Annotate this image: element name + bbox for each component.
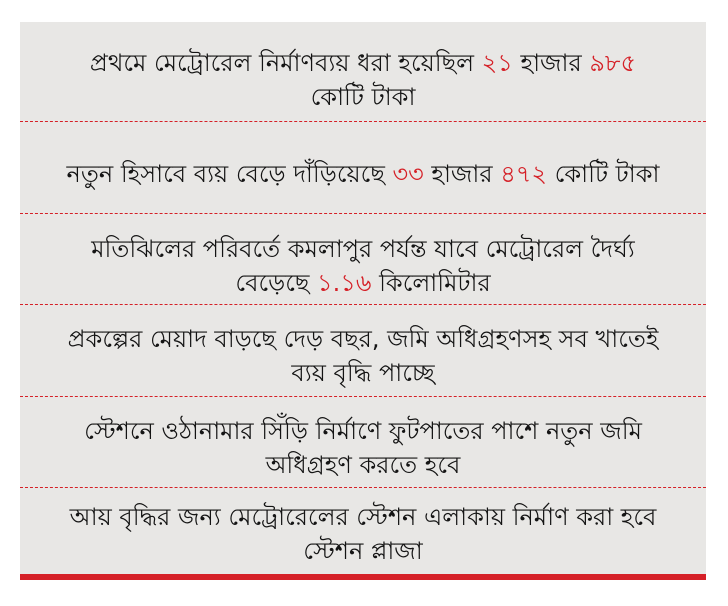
fact-item-5 [20, 408, 706, 488]
dashed-divider [20, 121, 706, 122]
fact-item-6 [20, 498, 706, 570]
fact-item-2 [20, 134, 706, 214]
fact-item-4 [20, 316, 706, 396]
fact-text: প্রথমে মেট্রোরেল নির্মাণব্যয় ধরা হয়েছিল ২১ হাজার ৯৮৫ কোটি টাকা [89, 49, 637, 111]
fact-item-1 [20, 40, 706, 120]
highlight-number: ৩৩ [392, 160, 424, 188]
fact-text: নতুন হিসাবে ব্যয় বেড়ে দাঁড়িয়েছে ৩৩ হাজার ৪৭২ কোটি টাকা [66, 160, 660, 188]
highlight-number: ১.১৬ [317, 269, 372, 297]
highlight-number: ২১ [481, 49, 513, 77]
dashed-divider [20, 487, 706, 488]
fact-text: মতিঝিলের পরিবর্তে কমলাপুর পর্যন্ত যাবে মেট্রোরেল দৈর্ঘ্য বেড়েছে ১.১৬ কিলোমিটার [91, 235, 635, 297]
fact-box [20, 22, 706, 580]
fact-item-3 [20, 226, 706, 306]
dashed-divider [20, 213, 706, 214]
highlight-number: ৪৭২ [500, 160, 547, 188]
dashed-divider [20, 304, 706, 305]
fact-text: প্রকল্পের মেয়াদ বাড়ছে দেড় বছর, জমি অধিগ্রহণসহ সব খাতেই ব্যয় বৃদ্ধি পাচ্ছে [67, 325, 659, 387]
fact-text: আয় বৃদ্ধির জন্য মেট্রোরেলের স্টেশন এলাকায় নির্মাণ করা হবে স্টেশন প্লাজা [69, 503, 657, 565]
highlight-number: ৯৮৫ [589, 49, 637, 77]
dashed-divider [20, 396, 706, 397]
fact-text: স্টেশনে ওঠানামার সিঁড়ি নির্মাণে ফুটপাতের পাশে নতুন জমি অধিগ্রহণ করতে হবে [84, 417, 642, 479]
